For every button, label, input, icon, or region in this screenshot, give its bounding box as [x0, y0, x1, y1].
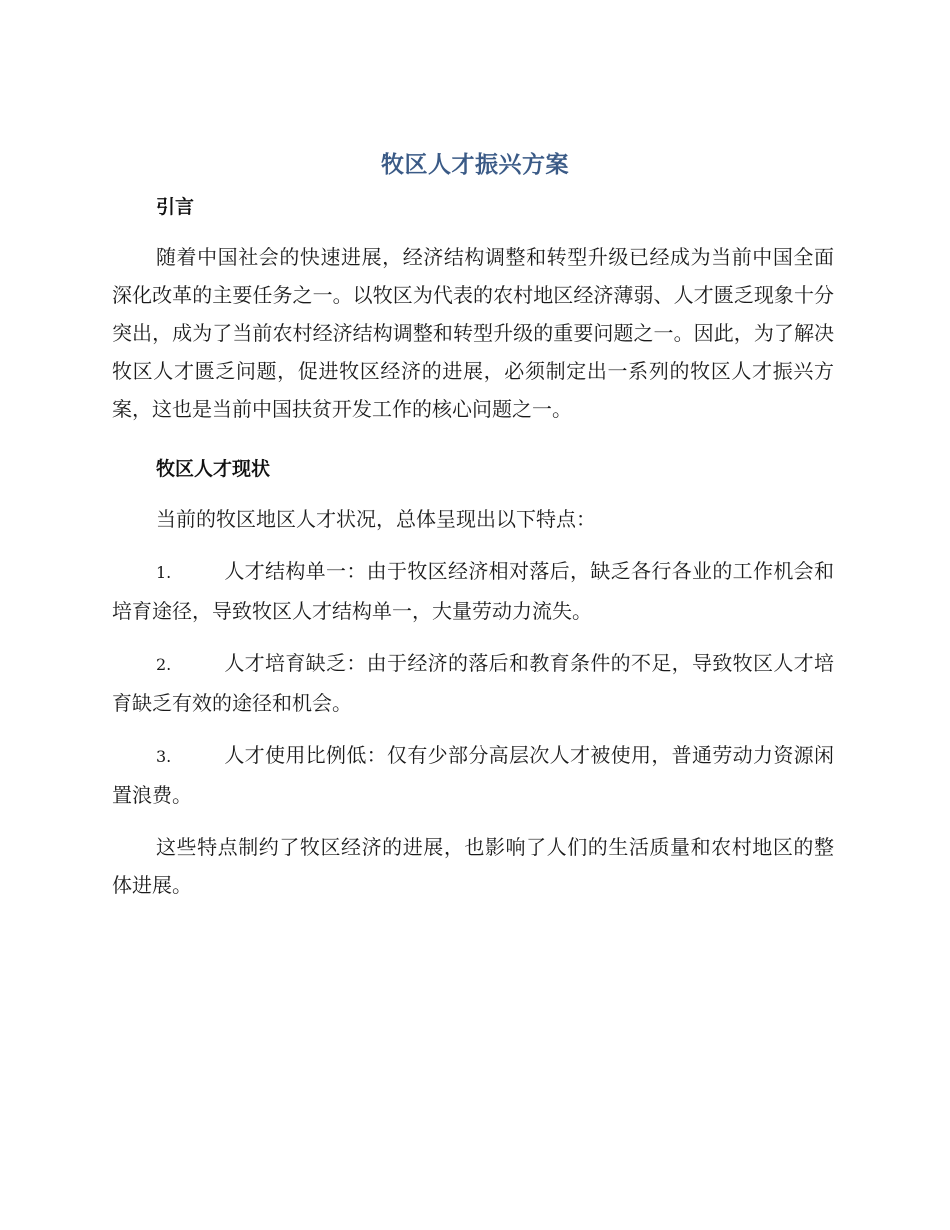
list-item-text: 人才培育缺乏：由于经济的落后和教育条件的不足，导致牧区人才培育缺乏有效的途径和机会。 [112, 651, 834, 715]
intro-paragraph: 随着中国社会的快速进展，经济结构调整和转型升级已经成为当前中国全面深化改革的主要任务之一。以牧区为代表的农村地区经济薄弱、人才匮乏现象十分突出，成为了当前农村经济结构调整和转型升级的重要问题之一。因此，为了解决牧区人才匮乏问题，促进牧区经济的进展，必须制定出一系列的牧区人才振兴方案，这也是当前中国扶贫开发工作的核心问题之一。 [112, 245, 834, 421]
section-heading-intro: 引言 [156, 196, 195, 218]
list-item [112, 736, 834, 814]
list-item-number: 2. [156, 655, 172, 674]
list-item-number: 3. [156, 747, 172, 766]
conclusion-paragraph: 这些特点制约了牧区经济的进展，也影响了人们的生活质量和农村地区的整体进展。 [112, 835, 834, 897]
list-item-number: 1. [156, 563, 172, 582]
status-lead-paragraph: 当前的牧区地区人才状况，总体呈现出以下特点： [156, 507, 596, 531]
list-item [112, 552, 834, 630]
list-item [112, 644, 834, 722]
document-body [112, 190, 834, 904]
section-heading-status: 牧区人才现状 [156, 458, 271, 480]
list-item-text: 人才使用比例低：仅有少部分高层次人才被使用，普通劳动力资源闲置浪费。 [112, 743, 834, 807]
list-item-text: 人才结构单一：由于牧区经济相对落后，缺乏各行各业的工作机会和培育途径，导致牧区人才结构单一，大量劳动力流失。 [112, 559, 834, 623]
document-title: 牧区人才振兴方案 [381, 152, 569, 178]
